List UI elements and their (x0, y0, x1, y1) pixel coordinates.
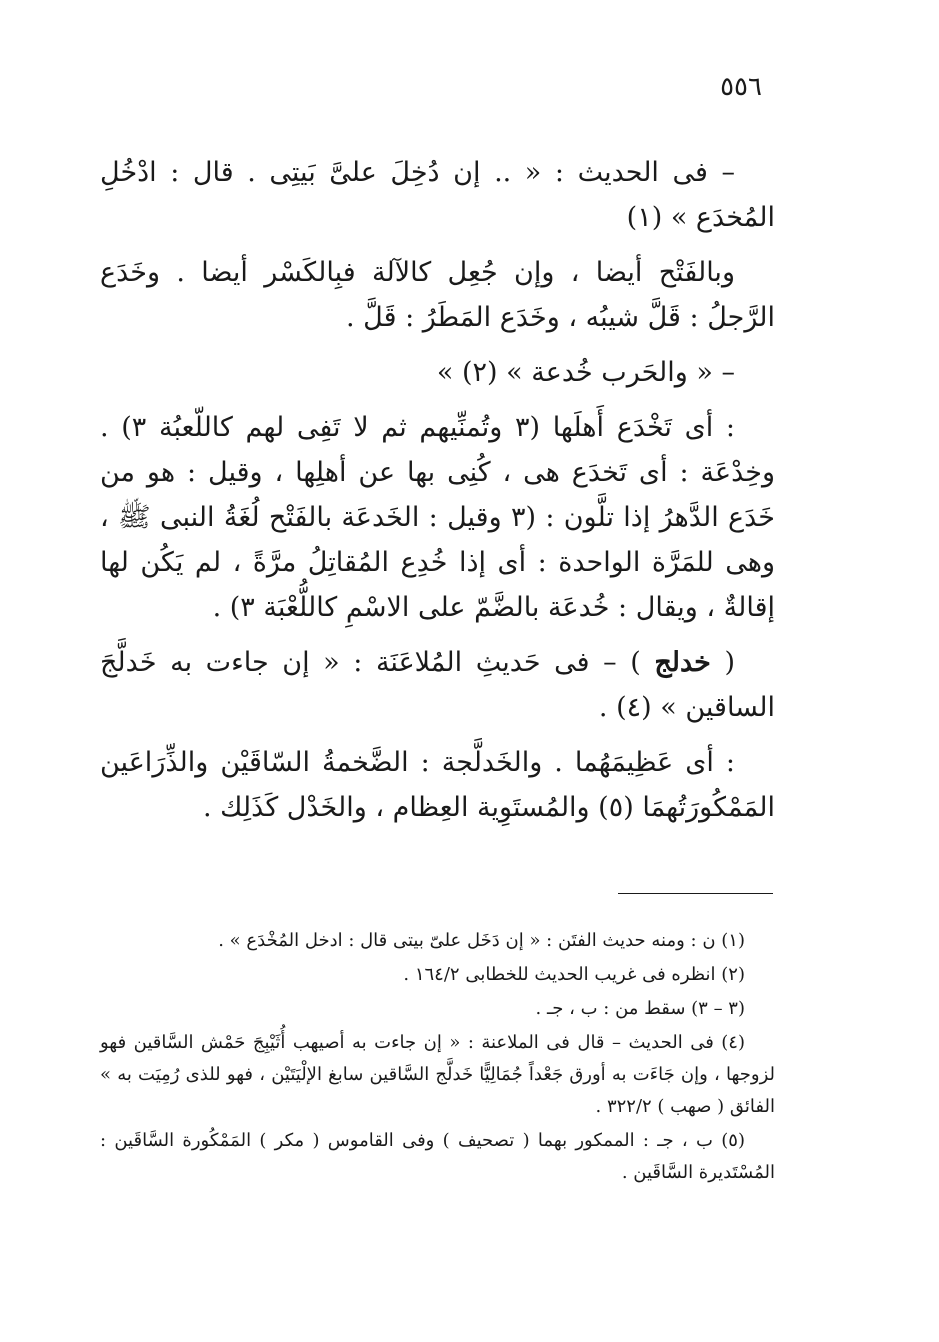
paragraph-tafsir-khudaa: : أى تَخْدَع أَهلَها (٣ وتُمنِّيهم ثم لا تَفِى لهم كاللّعبُة ٣) . وخِدْعَة : أى تَخدَع هى ، كُنِى بها عن أهلِها ، وقيل : هو من خَدَع الدَّهرُ إذا تلَّون : (٣ وقيل : الخَدعَة بالفَتْح لُغَةُ النبى ﷺ ، وهى للمَرَّة الواحدة : أى إذا خُدِع المُقاتِلُ مرَّةً ، لم يَكُن لها إقالةٌ ، ويقال : خُدعَة بالضَّمّ على الاسْمِ كاللُّعْبَة ٣) . (100, 412, 775, 623)
footnote-2: (٢) انظره فى غريب الحديث للخطابى ١٦٤/٢ . (403, 964, 745, 985)
paragraph-mulaana-text: – فى حَديثِ المُلاعَنَة : « إن جاءت به خَدلَّجَ الساقين » (٤) . (100, 647, 775, 723)
footnote-3: (٣ – ٣) سقط من : ب ، جـ . (535, 998, 745, 1019)
main-text (100, 150, 775, 840)
paragraph-khadallaja: : أى عَظِيمَهُما . والخَدلَّجة : الضَّخمةُ السّاقَيْن والذِّرَاعَين المَمْكُورَتُهمَا (٥) والمُستَوِية العِظام ، والخَدْل كَذَلِك . (100, 747, 775, 823)
paragraph-mulaana: ( خدلج ) – فى حَديثِ المُلاعَنَة : « إن جاءت به خَدلَّجَ الساقين » (٤) . (100, 647, 775, 723)
footnote-divider (618, 893, 773, 894)
footnote-1: (١) ن : ومنه حديث الفتَن : « إن دَخَل علىّ بيتى قال : ادخل المُخْدَع » . (218, 930, 745, 951)
headword: خدلج (654, 647, 711, 678)
page-number: ٥٥٦ (720, 72, 762, 102)
paragraph-harb-khudaa: – « والحَرب خُدعة » (٢) » (436, 357, 735, 388)
paragraph-hadith-makhda: – فى الحديث : « .. إن دُخِلَ علىَّ بَيتِى . قال : ادْخُلِ المُخدَع » (١) (100, 157, 775, 233)
paragraph-fath-kasr: وبالفَتْح أيضا ، وإن جُعِل كالآلة فبِالكَسْر أيضا . وخَدَع الرَّجلُ : قَلَّ شيبُه ، وخَدَع المَطَرُ : قَلَّ . (100, 257, 775, 333)
footnote-5: (٥) ب ، جـ : الممكور بهما ( تصحيف ) وفى القاموس ( مكر ) المَمْكُورة السَّاقَين : المُسْتَديرة السَّاقَين . (100, 1130, 775, 1183)
footnotes (100, 925, 775, 1191)
footnote-4: (٤) فى الحديث – قال فى الملاعنة : « إن جاءت به أصيهب أُثَيْبِجَ حَمْش السَّاقين فهو لزوجها ، وإن جَاءَت به أورق جَعْداً جُمَالِيًّا خَدلَّج السَّاقين سابغ الإلْيَتَيْن ، فهو للذى رُمِيَت به » الفائق ( صهب ) ٣٢٢/٢ . (100, 1032, 775, 1117)
